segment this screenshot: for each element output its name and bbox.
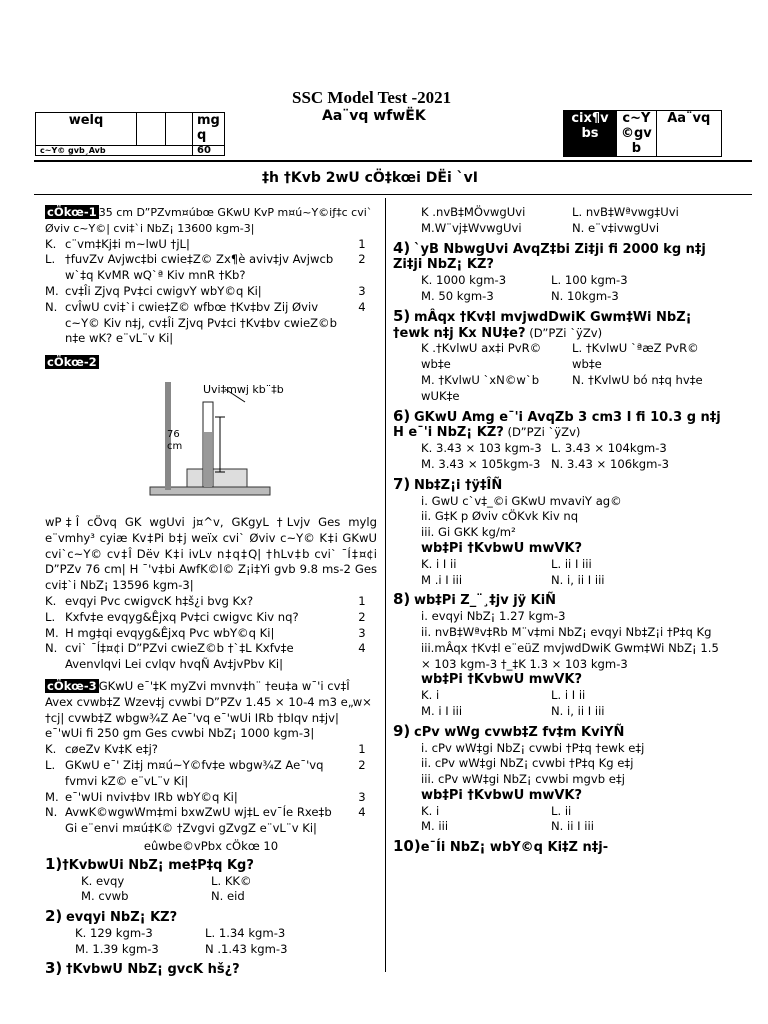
q3-part-2	[45, 790, 377, 806]
mcq9-row	[421, 819, 723, 835]
mcq7-row	[421, 573, 723, 589]
mcq-5	[393, 306, 723, 342]
q2-part-label: M.	[45, 625, 59, 640]
mcq8-option: K. i	[421, 688, 440, 703]
mcq3-option: M.W¨vj‡WvwgUvi	[421, 220, 522, 235]
mcq-4-options	[393, 273, 723, 305]
mcq3-row	[421, 221, 723, 237]
mcq3-option: K .nvB‡MÖvwgUvi	[421, 205, 526, 219]
right-column	[393, 205, 723, 856]
q2-part-0	[45, 594, 377, 610]
mcq-10-number: 10)	[393, 837, 421, 856]
mcq5-option: L. †KvlwU `ªæZ PvR© wb‡e	[572, 341, 699, 372]
mcq-8-statements	[393, 609, 723, 672]
mcq8-option: M. i I iii	[421, 703, 463, 718]
mcq1-option: L. KK©	[211, 873, 252, 888]
q3-part-text: e¯'wUi nviv‡bv IRb wbY©q Ki|	[65, 789, 238, 804]
q1-part-marks: 2	[358, 252, 366, 267]
mcq4-row	[421, 273, 723, 289]
q3-part-marks: 1	[358, 742, 366, 757]
q2-part-3	[45, 641, 377, 673]
q3-part-text: AvwK©wgwWm‡mi bxwZwU wj‡L ev¯Íe Rxe‡b Gi e¨envi m¤ú‡K© †Zvgvi gZvgZ e¨vL¨v Ki|	[65, 805, 332, 836]
mcq9-option: N. ii I iii	[551, 819, 594, 834]
q3-part-marks: 3	[358, 789, 366, 804]
mcq-section-header: eûwbe©vPbx cÖkœ 10	[143, 838, 279, 853]
mcq-8-options	[393, 688, 723, 720]
mcq3-option: L. nvB‡Wªvwg‡Uvi	[572, 205, 679, 219]
mcq1-option: K. evqy	[81, 873, 125, 888]
mcq-8-question: wb‡Pi Z_¨¸‡jv jÿ KiÑ	[413, 593, 557, 609]
mcq7-option: K. i I ii	[421, 556, 457, 571]
mcq9-option: L. ii	[551, 803, 572, 818]
barometer-figure	[45, 377, 377, 507]
mcq6-option: K. 3.43 × 103 kgm-3	[421, 441, 542, 456]
mcq7-option: L. ii I iii	[551, 556, 592, 571]
mcq6-option: L. 3.43 × 104kgm-3	[551, 441, 667, 456]
header-cell-empty-2	[166, 113, 193, 146]
question-1	[45, 205, 377, 237]
mcq-2-question: evqyi NbZ¡ KZ?	[65, 910, 178, 926]
mcq-5-options	[393, 341, 723, 404]
q1-part-marks: 4	[358, 299, 366, 314]
question-3-tag: cÖkœ-3	[47, 678, 97, 693]
q3-part-3	[45, 805, 377, 837]
q2-part-marks: 3	[358, 625, 366, 640]
q2-part-marks: 4	[358, 641, 366, 656]
q1-part-1	[45, 252, 377, 284]
header-cell-mg: mg q	[193, 113, 225, 146]
mcq4-option: L. 100 kgm-3	[551, 273, 628, 288]
mcq9-statement: ii. cPv wW‡gi NbZ¡ cvwbi †P‡q Kg e‡j	[421, 756, 634, 771]
mcq5-row	[421, 341, 723, 373]
mcq8-row	[421, 704, 723, 720]
mcq9-option: K. i	[421, 803, 440, 818]
mcq-1	[45, 854, 377, 874]
mcq7-row	[421, 557, 723, 573]
mcq-10	[393, 839, 723, 856]
mcq-9-question: cPv wWg cvwb‡Z fv‡m KviYÑ	[413, 724, 625, 740]
mercury-height-label: 76 cm	[167, 428, 183, 452]
mcq-7-question: Nb‡Z¡i †ÿ‡ÎÑ	[413, 477, 503, 493]
mcq4-option: K. 1000 kgm-3	[421, 273, 507, 288]
mcq7-option: N. i, ii I iii	[551, 572, 605, 587]
q1-part-0	[45, 237, 377, 253]
mcq8-option: N. i, ii I iii	[551, 703, 605, 718]
q2-part-text: cvi` ¯Í‡¤¢i D”PZvi cwieZ©b †`‡L Kxfv‡e Avenvlqvi Lei cvlqv hvqÑ Av‡jvPbv Ki|	[65, 641, 294, 672]
question-2	[45, 355, 377, 371]
mcq-1-question: †KvbwUi NbZ¡ me‡P‡q Kg?	[62, 857, 254, 873]
mcq6-option: N. 3.43 × 106kgm-3	[551, 456, 669, 471]
left-column	[45, 205, 377, 978]
mcq9-option: M. iii	[421, 819, 449, 834]
mcq-3	[45, 961, 377, 978]
q2-part-1	[45, 610, 377, 626]
question-2-parts	[45, 594, 377, 673]
mcq-2-number: 2)	[45, 907, 63, 926]
mcq8-statement: ii. nvB‡Wªv‡Rb M¨v‡mi NbZ¡ evqyi Nb‡Z¡i †P‡q Kg	[421, 624, 712, 639]
left-header-table	[35, 112, 225, 156]
question-1-stem: 35 cm D”PZvm¤úbœ GKwU KvP m¤ú~Y©iƒ‡c cvi` Øviv c~Y©| cvi‡`i NbZ¡ 13600 kgm-3|	[45, 206, 373, 235]
mcq-2-options	[45, 926, 377, 958]
mcq9-statement: iii. cPv wW‡gi NbZ¡ cvwbi mgvb e‡j	[421, 772, 625, 787]
mcq-9-number: 9)	[393, 721, 411, 740]
mcq2-row	[75, 926, 377, 942]
q3-part-label: K.	[45, 742, 57, 757]
mcq7-statement: iii. Gi GKK kg/m²	[421, 525, 516, 540]
barometer-label: Uvi‡mwj kb¨‡b	[203, 382, 284, 396]
mcq-7-which: wb‡Pi †KvbwU mwVK?	[421, 540, 583, 556]
mcq3-row	[421, 205, 723, 221]
page-title: SSC Model Test -2021	[292, 88, 452, 107]
mcq-10-question: e¯Íi NbZ¡ wbY©q Ki‡Z n‡j-	[420, 840, 609, 856]
mcq-6-question: GKwU Amg e¯'i AvqZb 3 cm3 I fi 10.3 g n‡j H e¯'i NbZ¡ KZ?	[393, 409, 721, 441]
q1-part-marks: 3	[358, 283, 366, 298]
q2-part-2	[45, 626, 377, 642]
mcq7-statement: i. GwU c`v‡_©i GKwU mvaviY ag©	[421, 493, 622, 508]
mcq8-statement: i. evqyi NbZ¡ 1.27 kgm-3	[421, 609, 566, 624]
mcq-7	[393, 474, 723, 494]
q1-part-text: cvÎwU cvi‡`i cwie‡Z© wfbœ †Kv‡bv Zij Øviv c~Y© Kiv n‡j, cv‡Îi Zjvq Pv‡ci †Kv‡bv cwieZ©b n‡e wK? e¨vL¨v Ki|	[65, 299, 337, 346]
question-3	[45, 679, 377, 742]
mcq5-row	[421, 373, 723, 405]
mcq4-row	[421, 289, 723, 305]
instruction-banner: ‡h †Kvb 2wU cÖ‡kœi DËi `vI	[262, 170, 478, 186]
mcq8-option: L. i I ii	[551, 688, 586, 703]
q3-part-label: M.	[45, 789, 59, 804]
mcq5-option: K .†KvlwU ax‡i PvR© wb‡e	[421, 341, 542, 372]
mcq5-option: N. †KvlwU bó n‡q hv‡e	[572, 372, 703, 387]
q3-part-marks: 2	[358, 757, 366, 772]
mcq1-row	[81, 874, 377, 890]
q2-part-label: L.	[45, 609, 56, 624]
mcq-9-statements	[393, 741, 723, 788]
q1-part-label: L.	[45, 252, 56, 267]
mcq-7-statements	[393, 494, 723, 541]
header-cell-chapter: Aa¨vq	[656, 111, 721, 157]
subject-title: Aa¨vq wfwËK	[322, 108, 426, 124]
mcq1-option: M. cvwb	[81, 889, 129, 904]
mcq8-row	[421, 688, 723, 704]
mcq6-option: M. 3.43 × 105kgm-3	[421, 456, 541, 471]
q3-part-1	[45, 758, 377, 790]
mcq1-row	[81, 889, 377, 905]
mcq-5-note: (D”PZi `ÿZv)	[529, 325, 603, 340]
q3-part-0	[45, 742, 377, 758]
question-1-tag: cÖkœ-1	[47, 205, 97, 219]
mcq6-row	[421, 457, 723, 473]
mcq-6	[393, 406, 723, 442]
q1-part-text: †fuvZv Avjwc‡bi cwie‡Z© Zx¶è aviv‡jv Avjwcb w`‡q KvMR wQ`ª Kiv mnR †Kb?	[65, 252, 334, 283]
q2-part-marks: 2	[358, 609, 366, 624]
q1-part-label: K.	[45, 236, 57, 251]
header-cell-total-value: 60	[193, 146, 225, 156]
mcq-8-which: wb‡Pi †KvbwU mwVK?	[421, 672, 583, 688]
q3-part-label: N.	[45, 805, 58, 820]
mcq-2	[45, 909, 377, 926]
q3-part-text: GKwU e¯' Zi‡j m¤ú~Y©fv‡e wbgw¾Z Ae¯'vq fvmvi kZ© e¨vL¨v Ki|	[65, 757, 324, 788]
mcq-5-number: 5)	[393, 306, 411, 325]
header-divider	[34, 160, 752, 162]
question-1-parts	[45, 237, 377, 348]
mcq4-option: N. 10kgm-3	[551, 288, 619, 303]
mcq2-row	[75, 942, 377, 958]
question-3-stem: GKwU e¯'‡K myZvi mvnv‡h¨ †eu‡a w¯'i cv‡Î Avex cvwb‡Z Wzev‡j cvwbi D”PZv 1.45 × 10-4 m3 e„w× †cj| cvwb‡Z wbgw¾Z Ae¯'vq e¯'wUi IRb †bIqv n‡jv| e¯'wUi fi 250 gm Ges cvwbi NbZ¡ 1000 kgm-3|	[45, 678, 372, 741]
mcq4-option: M. 50 kgm-3	[421, 288, 494, 303]
right-header-table	[563, 110, 722, 157]
q2-part-marks: 1	[358, 593, 366, 608]
question-2-tag: cÖkœ-2	[47, 355, 97, 370]
q1-part-label: M.	[45, 283, 59, 298]
q2-part-label: N.	[45, 641, 58, 656]
mcq7-option: M .i I iii	[421, 572, 463, 587]
mcq-6-note: (D”PZi `ÿZv)	[507, 425, 581, 440]
question-3-parts	[45, 742, 377, 837]
banner-divider	[34, 194, 752, 195]
mcq-6-number: 6)	[393, 406, 411, 425]
header-cell-total-label: c~Y© gvb¸Avb	[36, 146, 193, 156]
mcq-5-question: mÂqx †Kv‡l mvjwdDwiK Gwm‡Wi NbZ¡ †ewk n‡j Kx NU‡e?	[393, 309, 692, 341]
mcq-4	[393, 238, 723, 274]
mcq9-row	[421, 804, 723, 820]
header-cell-full-marks: c~Y ©gv b	[617, 111, 657, 157]
q2-part-text: evqyi Pvc cwigvcK h‡š¿i bvg Kx?	[65, 593, 254, 608]
q1-part-text: cv‡Îi Zjvq Pv‡ci cwigvY wbY©q Ki|	[65, 283, 262, 298]
mcq1-option: N. eid	[211, 889, 245, 904]
q1-part-label: N.	[45, 299, 58, 314]
mcq-4-question: `yB NbwgUvi AvqZ‡bi Zi‡ji fi 2000 kg n‡j Zi‡ji NbZ¡ KZ?	[393, 241, 706, 273]
q2-part-text: Kxfv‡e evqyg&Êjxq Pv‡ci cwigvc Kiv nq?	[65, 609, 299, 624]
mcq-1-options	[45, 874, 377, 906]
mcq2-option: N .1.43 kgm-3	[205, 941, 288, 956]
mcq-3-options	[393, 205, 723, 237]
header-cell-exam-no: cix¶v bs	[564, 111, 617, 157]
mcq-7-options	[393, 557, 723, 589]
mcq7-statement: ii. G‡K p Øviv cÖKvk Kiv nq	[421, 509, 579, 524]
mcq-9-options	[393, 804, 723, 836]
mcq-9-which: wb‡Pi †KvbwU mwVK?	[421, 787, 583, 803]
mcq9-statement: i. cPv wW‡gi NbZ¡ cvwbi †P‡q †ewk e‡j	[421, 740, 645, 755]
q3-part-label: L.	[45, 757, 56, 772]
mcq-1-number: 1)	[45, 854, 63, 873]
mcq-8-number: 8)	[393, 590, 411, 609]
question-2-stem: wP‡Î cÖvq GK wgUvi j¤^v, GKgyL †Lvjv Ges mylg e¨vmhy³ cyiæ Kv‡Pi b‡j weïx cvi` Øviv c~Y© K‡i GKwU cvi`c~Y© cv‡Î Dëv K‡i ivLv n‡q‡Q| †hLv‡b cvi` ¯Í‡¤¢i D”PZv 76 cm| H ¯'v‡bi AwfK©l© Z¡i‡Yi gvb 9.8 ms-2 Ges cvi‡`i NbZ¡ 13596 kgm-3|	[45, 514, 377, 593]
mcq3-option: N. e¨v‡ivwgUvi	[572, 220, 660, 235]
q3-part-marks: 4	[358, 805, 366, 820]
mcq-3-question: †KvbwU NbZ¡ gvcK hš¿?	[65, 962, 240, 978]
mcq5-option: M. †KvlwU `xN©w`b wUK‡e	[421, 372, 540, 403]
header-cell-welq: welq	[36, 113, 137, 146]
q3-part-text: cøeZv Kv‡K e‡j?	[65, 742, 158, 757]
column-divider	[385, 198, 386, 972]
q2-part-text: H mg‡qi evqyg&Êjxq Pvc wbY©q Ki|	[65, 625, 275, 640]
q1-part-text: c¨vm‡Kj‡i m~lwU †jL|	[65, 236, 190, 251]
mcq-7-number: 7)	[393, 474, 411, 493]
q1-part-3	[45, 300, 377, 347]
mcq-6-options	[393, 441, 723, 473]
mcq-4-number: 4)	[393, 238, 411, 257]
q1-part-2	[45, 284, 377, 300]
mcq-9	[393, 721, 723, 741]
mcq-8	[393, 592, 723, 609]
q2-part-label: K.	[45, 593, 57, 608]
mcq2-option: L. 1.34 kgm-3	[205, 925, 286, 940]
mcq2-option: K. 129 kgm-3	[75, 925, 153, 940]
mcq6-row	[421, 441, 723, 457]
mcq2-option: M. 1.39 kgm-3	[75, 941, 159, 956]
mcq8-statement: iii.mÂqx †Kv‡l e¨eüZ mvjwdDwiK Gwm‡Wi NbZ¡ 1.5 × 103 kgm-3 †_‡K 1.3 × 103 kgm-3	[421, 640, 719, 671]
mcq-3-number: 3)	[45, 959, 63, 978]
q1-part-marks: 1	[358, 236, 366, 251]
header-cell-empty-1	[137, 113, 166, 146]
